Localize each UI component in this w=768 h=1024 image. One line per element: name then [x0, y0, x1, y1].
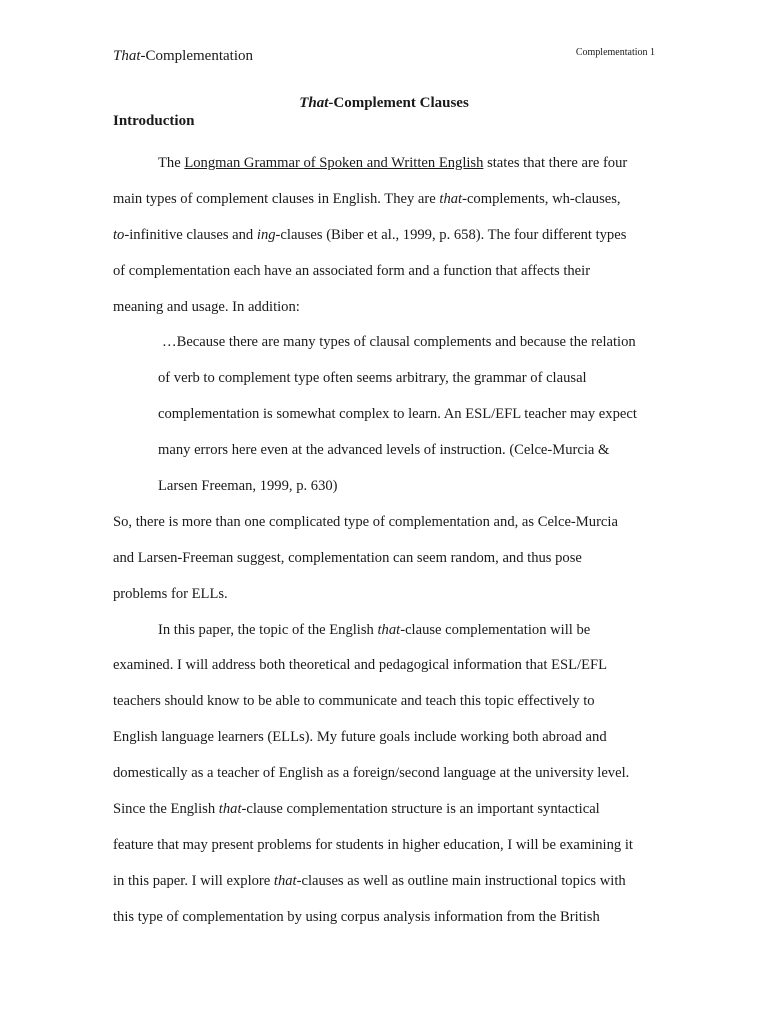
block-quote-line-2: of verb to complement type often seems arbitrary, the grammar of clausal [158, 370, 587, 387]
paragraph-3-line-6: Since the English that-clause complementation structure is an important syntactical [113, 801, 600, 818]
page-number: Complementation 1 [575, 47, 655, 58]
book-title-underlined: Longman Grammar of Spoken and Written English [184, 155, 484, 171]
block-quote-line-3: complementation is somewhat complex to learn. An ESL/EFL teacher may expect [158, 406, 637, 423]
page-title: That-Complement Clauses [299, 95, 469, 111]
paragraph-1-line-3: to-infinitive clauses and ing-clauses (Biber et al., 1999, p. 658). The four different types [113, 226, 627, 243]
block-quote-line-5: Larsen Freeman, 1999, p. 630) [158, 478, 338, 495]
paragraph-3-line-8: in this paper. I will explore that-clauses as well as outline main instructional topics with [113, 872, 626, 889]
paragraph-3-line-3: teachers should know to be able to communicate and teach this topic effectively to [113, 693, 595, 710]
paragraph-3-line-2: examined. I will address both theoretical and pedagogical information that ESL/EFL [113, 657, 608, 674]
block-quote-line-1: …Because there are many types of clausal complements and because the relation [162, 334, 636, 351]
paragraph-1-line-5: meaning and usage. In addition: [113, 298, 300, 315]
paragraph-1-line-4: of complementation each have an associated form and a function that affects their [113, 262, 591, 279]
block-quote-line-4: many errors here even at the advanced levels of instruction. (Celce-Murcia & [158, 442, 610, 459]
paragraph-1-line-1: The Longman Grammar of Spoken and Written English states that there are four [158, 155, 628, 171]
paragraph-3-line-5: domestically as a teacher of English as a foreign/second language at the university level. [113, 765, 630, 782]
paragraph-2-line-1: So, there is more than one complicated type of complementation and, as Celce-Murcia [113, 513, 618, 530]
paragraph-2-line-3: problems for ELLs. [113, 585, 228, 602]
paragraph-3-line-7: feature that may present problems for students in higher education, I will be examining it [113, 836, 633, 853]
paragraph-1-line-2: main types of complement clauses in English. They are that-complements, wh-clauses, [113, 190, 621, 207]
paragraph-2-line-2: and Larsen-Freeman suggest, complementation can seem random, and thus pose [113, 549, 582, 566]
paragraph-3-line-1: In this paper, the topic of the English that-clause complementation will be [158, 621, 591, 638]
body-text [113, 146, 658, 936]
section-heading: Introduction [113, 113, 195, 129]
running-head: That-Complementation [113, 48, 253, 64]
paragraph-3-line-4: English language learners (ELLs). My future goals include working both abroad and [113, 729, 607, 746]
paragraph-3-line-9: this type of complementation by using corpus analysis information from the British [113, 908, 600, 925]
